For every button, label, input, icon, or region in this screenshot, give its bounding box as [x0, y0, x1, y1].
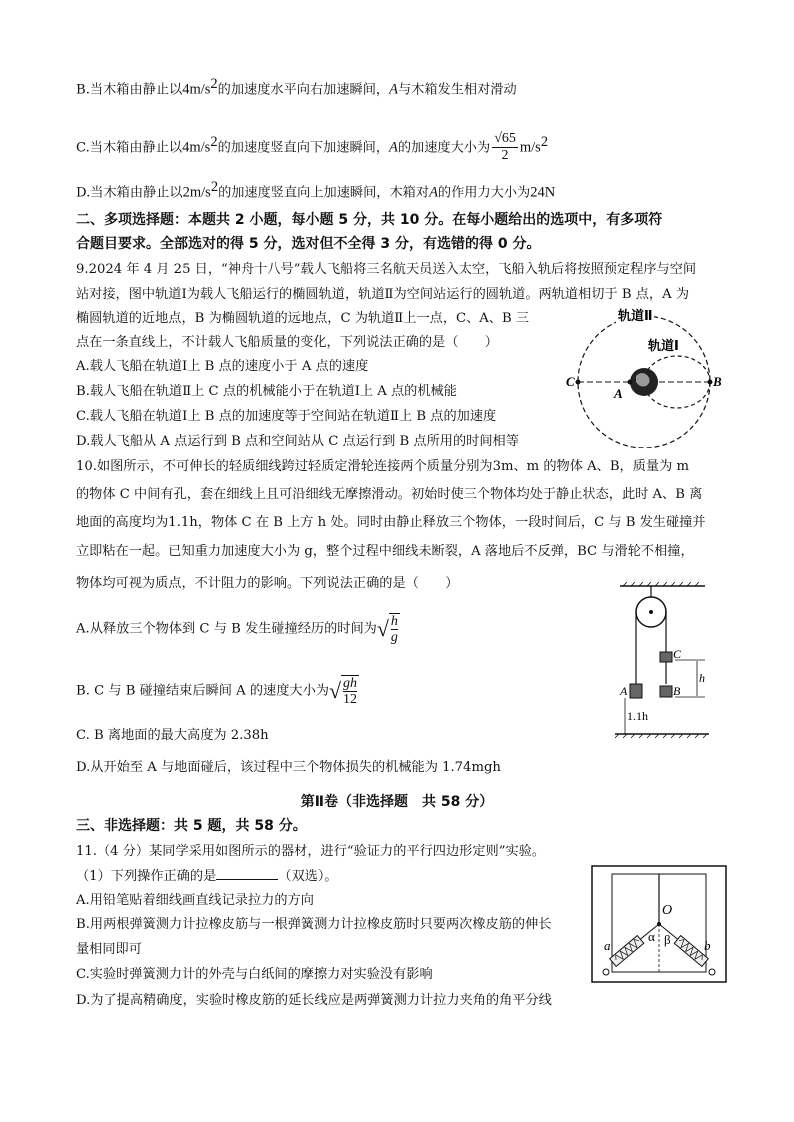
q10-stem-line4: 立即粘在一起。已知重力加速度大小为 g，整个过程中细线未断裂，A 落地后不反弹，BC 与滑轮不相撞，: [76, 544, 694, 559]
pulley-axle: [649, 610, 653, 614]
q9-option-c: C.载人飞船在轨道Ⅰ上 B 点的加速度等于空间站在轨道Ⅱ上 B 点的加速度: [76, 409, 497, 424]
block-b: [660, 686, 672, 697]
label-11h: 1.1h: [627, 709, 648, 723]
q10-option-b: B. C 与 B 碰撞结束后瞬间 A 的速度大小为√ $\frac{gh}{12}$: [76, 676, 358, 707]
label-o: O: [662, 903, 673, 918]
label-b: B: [673, 684, 681, 698]
label-a: A: [620, 684, 628, 698]
answer-blank[interactable]: [216, 867, 278, 880]
q11-subquestion-1: （1）下列操作正确的是 （双选）。: [76, 869, 338, 884]
label-b: b: [704, 938, 711, 953]
point-c: [576, 380, 581, 385]
force-table-diagram: [590, 864, 728, 984]
q9-stem-line1: 9.2024 年 4 月 25 日，“神舟十八号”载人飞船将三名航天员送入太空，飞船入轨后将按照预定程序与空间: [76, 262, 697, 277]
orbit-diagram: [558, 306, 734, 448]
q8-option-d: D.当木箱由静止以$2m/s^2$的加速度竖直向上加速瞬间，木箱对A的作用力大小为24N: [76, 179, 556, 201]
orbit2-label: 轨道Ⅱ: [618, 309, 653, 324]
q11-option-a: A.用铅笔贴着细线画直线记录拉力的方向: [76, 893, 314, 908]
label-c: C: [673, 647, 682, 661]
label-a: a: [604, 938, 611, 953]
q11-option-d: D.为了提高精确度，实验时橡皮筋的延长线应是两弹簧测力计拉力夹角的角平分线: [76, 993, 552, 1008]
q11-option-b-line1: B.用两根弹簧测力计拉橡皮筋与一根弹簧测力计拉橡皮筋时只要两次橡皮筋的伸长: [76, 917, 552, 932]
q10-stem-line1: 10.如图所示，不可伸长的轻质细线跨过轻质定滑轮连接两个质量分别为3m、m 的物体 A、B，质量为 m: [76, 459, 689, 474]
label-beta: β: [664, 932, 671, 947]
q11-stem-line1: 11.（4 分）某同学采用如图所示的器材，进行“验证力的平行四边形定则”实验。: [76, 844, 546, 859]
q9-option-d: D.载人飞船从 A 点运行到 B 点和空间站从 C 点运行到 B 点所用的时间相等: [76, 434, 519, 449]
point-a: [628, 380, 633, 385]
label-a: A: [614, 386, 623, 401]
q9-stem-line3: 椭圆轨道的近地点，B 为椭圆轨道的远地点，C 为轨道Ⅱ上一点，C、A、B 三: [76, 311, 530, 326]
point-b: [708, 380, 713, 385]
q11-option-b-line2: 量相同即可: [76, 942, 142, 957]
q10-stem-line3: 地面的高度均为1.1h，物体 C 在 B 上方 h 处。同时由静止释放三个物体，一段时间后，C 与 B 发生碰撞并: [76, 515, 706, 530]
orbit1-label: 轨道Ⅰ: [648, 339, 679, 354]
pin-right-icon: [709, 969, 715, 975]
block-a: [630, 684, 642, 698]
section3-heading: 三、非选择题：共 5 题，共 58 分。: [76, 818, 307, 834]
section2-heading-line2: 合题目要求。全部选对的得 5 分，选对但不全得 3 分，有选错的得 0 分。: [76, 236, 541, 252]
fraction-sqrt65-over-2: $\frac{√65}{2}$: [494, 131, 516, 164]
q10-option-a: A.从释放三个物体到 C 与 B 发生碰撞经历的时间为√ $\frac{h}{g}$: [76, 614, 398, 645]
label-b: B: [713, 374, 722, 389]
pulley-diagram: [605, 582, 715, 742]
q9-option-b: B.载人飞船在轨道Ⅱ上 C 点的机械能小于在轨道Ⅰ上 A 点的机械能: [76, 384, 457, 399]
section2-heading-line1: 二、多项选择题：本题共 2 小题，每小题 5 分，共 10 分。在每小题给出的选项中，有多项符: [76, 212, 663, 228]
label-c: C: [566, 374, 575, 389]
block-c: [660, 652, 672, 662]
q11-option-c: C.实验时弹簧测力计的外壳与白纸间的摩擦力对实验没有影响: [76, 967, 433, 982]
pin-left-icon: [603, 969, 609, 975]
q10-stem-line5: 物体均可视为质点，不计阻力的影响。下列说法正确的是（ ）: [76, 576, 459, 591]
label-h: h: [699, 671, 705, 685]
q9-stem-line4: 点在一条直线上，不计载人飞船质量的变化，下列说法正确的是（ ）: [76, 335, 498, 350]
q10-option-c: C. B 离地面的最大高度为 2.38h: [76, 728, 269, 743]
part2-title: 第Ⅱ卷（非选择题 共 58 分）: [300, 794, 494, 810]
q8-option-c: C.当木箱由静止以$4m/s^2$的加速度竖直向下加速瞬间，A的加速度大小为 $\frac{√65}{2}$ $m/s^2$: [76, 131, 549, 164]
q9-stem-line2: 站对接，图中轨道Ⅰ为载人飞船运行的椭圆轨道，轨道Ⅱ为空间站运行的圆轨道。两轨道相切于 B 点，A 为: [76, 287, 690, 302]
q8-option-b: B.当木箱由静止以$4m/s^2$的加速度水平向右加速瞬间，A与木箱发生相对滑动: [76, 76, 517, 98]
q9-option-a: A.载人飞船在轨道Ⅰ上 B 点的速度小于 A 点的速度: [76, 359, 369, 374]
q10-option-d: D.从开始至 A 与地面碰后，该过程中三个物体损失的机械能为 1.74mgh: [76, 760, 501, 775]
q10-stem-line2: 的物体 C 中间有孔，套在细线上且可沿细线无摩擦滑动。初始时使三个物体均处于静止状态，此时 A、B 离: [76, 487, 703, 502]
label-alpha: α: [648, 929, 655, 944]
